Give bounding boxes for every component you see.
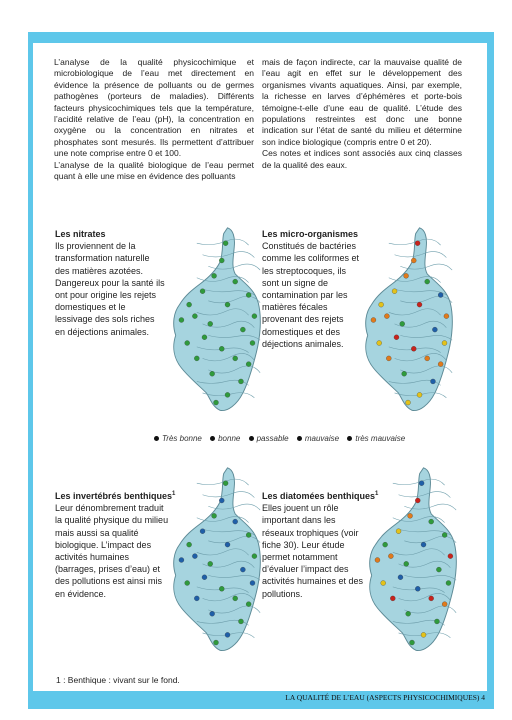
sampling-station-dot [219, 586, 224, 591]
section-title: Les nitrates [55, 229, 106, 239]
sampling-station-dot [388, 554, 393, 559]
footnote: 1 : Benthique : vivant sur le fond. [56, 675, 180, 685]
sampling-station-dot [200, 529, 205, 534]
sampling-station-dot [210, 611, 215, 616]
section-text: Elles jouent un rôle important dans les réseaux trophiques (voir fiche 30). Leur étude permet notamment d’évaluer l’impact des activités humaines et des pollutions. [262, 503, 364, 599]
sampling-station-dot [212, 273, 217, 278]
section-title [55, 488, 176, 502]
sampling-station-dot [438, 362, 443, 367]
sampling-station-dot [219, 346, 224, 351]
sampling-station-dot [386, 356, 391, 361]
sampling-station-dot [415, 498, 420, 503]
sampling-station-dot [377, 341, 382, 346]
sampling-station-dot [425, 279, 430, 284]
legend-dot-icon [210, 436, 215, 441]
footer [33, 691, 487, 705]
sampling-station-dot [438, 293, 443, 298]
sampling-station-dot [415, 586, 420, 591]
sampling-station-dot [375, 558, 380, 563]
sampling-station-dot [225, 632, 230, 637]
sampling-station-dot [383, 542, 388, 547]
sampling-station-dot [223, 241, 228, 246]
footnote-ref: 1 [375, 491, 379, 497]
section-title-text: Les diatomées benthiques [262, 491, 376, 501]
sampling-station-dot [233, 596, 238, 601]
sampling-station-dot [425, 356, 430, 361]
sampling-station-dot [402, 371, 407, 376]
sampling-station-dot [250, 581, 255, 586]
intro-paragraph: mais de façon indirecte, car la mauvaise qualité de l’eau agit en effet sur le développement des organismes vivants aquatiques. Ainsi, par exemple, la richesse en larves d’éphémères et porte-bois témoigne-t-elle d’une eau de qualité. L’étude des populations restreintes est donc une bonne indication sur l’état de santé du milieu et détermine son indice biologique (compris entre 0 et 20). [262, 57, 462, 147]
sampling-station-dot [187, 542, 192, 547]
sampling-station-dot [246, 293, 251, 298]
legend-dot-icon [154, 436, 159, 441]
sampling-station-dot [448, 554, 453, 559]
section-text: Ils proviennent de la transformation naturelle des matières azotées. Dangereux pour la santé ils ont pour origine les rejets domestiques et le lessivage des sols riches en déjections animales. [55, 241, 165, 337]
sampling-station-dot [208, 561, 213, 566]
sampling-station-dot [223, 481, 228, 486]
sampling-station-dot [434, 619, 439, 624]
sampling-station-dot [246, 533, 251, 538]
intro-column-left [54, 57, 254, 182]
sampling-station-dot [187, 302, 192, 307]
sampling-station-dot [219, 498, 224, 503]
section-title [262, 488, 379, 502]
intro-paragraph: Ces notes et indices sont associés aux cinq classes de la qualité des eaux. [262, 148, 462, 170]
sampling-station-dot [210, 371, 215, 376]
section-micro-organisms [262, 228, 360, 350]
sampling-station-dot [404, 273, 409, 278]
sampling-station-dot [442, 341, 447, 346]
sampling-station-dot [179, 318, 184, 323]
sampling-station-dot [225, 302, 230, 307]
sampling-station-dot [185, 581, 190, 586]
sampling-station-dot [400, 321, 405, 326]
sampling-station-dot [417, 302, 422, 307]
sampling-station-dot [225, 542, 230, 547]
sampling-station-dot [421, 632, 426, 637]
sampling-station-dot [246, 602, 251, 607]
sampling-station-dot [212, 513, 217, 518]
sampling-station-dot [419, 481, 424, 486]
sampling-station-dot [404, 561, 409, 566]
sampling-station-dot [252, 554, 257, 559]
sampling-station-dot [240, 327, 245, 332]
sampling-station-dot [394, 335, 399, 340]
sampling-station-dot [390, 596, 395, 601]
section-text: Constitués de bactéries comme les coliformes et les streptocoques, ils sont un signe de contamination par les matières fécales provenant des rejets domestiques et des déjections animales. [262, 241, 360, 349]
sampling-station-dot [444, 314, 449, 319]
sampling-station-dot [381, 581, 386, 586]
sampling-station-dot [192, 554, 197, 559]
footnote-ref: 1 [172, 491, 176, 497]
legend-very-good: Très bonne [162, 434, 202, 443]
sampling-station-dot [430, 379, 435, 384]
sampling-station-dot [379, 302, 384, 307]
sampling-station-dot [240, 567, 245, 572]
sampling-station-dot [421, 542, 426, 547]
section-benthic-diatoms [262, 488, 379, 600]
section-title-text: Les invertébrés benthiques [55, 491, 173, 501]
sampling-station-dot [219, 258, 224, 263]
sampling-station-dot [185, 341, 190, 346]
sampling-station-dot [192, 314, 197, 319]
sampling-station-dot [429, 519, 434, 524]
legend-good: bonne [218, 434, 241, 443]
sampling-station-dot [371, 318, 376, 323]
sampling-station-dot [436, 567, 441, 572]
sampling-station-dot [252, 314, 257, 319]
sampling-station-dot [250, 341, 255, 346]
sampling-station-dot [384, 314, 389, 319]
sampling-station-dot [202, 335, 207, 340]
sampling-station-dot [194, 596, 199, 601]
sampling-station-dot [238, 619, 243, 624]
sampling-station-dot [233, 356, 238, 361]
sampling-station-dot [398, 575, 403, 580]
sampling-station-dot [415, 241, 420, 246]
sampling-station-dot [442, 533, 447, 538]
sampling-station-dot [238, 379, 243, 384]
legend-dot-icon [347, 436, 352, 441]
sampling-station-dot [406, 611, 411, 616]
sampling-station-dot [392, 289, 397, 294]
sampling-station-dot [233, 279, 238, 284]
sampling-station-dot [233, 519, 238, 524]
intro-column-right [262, 57, 462, 171]
sampling-station-dot [225, 392, 230, 397]
sampling-station-dot [429, 596, 434, 601]
sampling-station-dot [208, 321, 213, 326]
legend-fair: passable [256, 434, 289, 443]
legend-dot-icon [249, 436, 254, 441]
sampling-station-dot [246, 362, 251, 367]
map-nitrates [168, 222, 264, 418]
sampling-station-dot [411, 258, 416, 263]
legend-very-bad: très mauvaise [355, 434, 406, 443]
sampling-station-dot [179, 558, 184, 563]
sampling-station-dot [200, 289, 205, 294]
sampling-station-dot [214, 400, 219, 405]
intro-paragraph: L’analyse de la qualité biologique de l’eau permet quant à elle une mise en évidence des polluants [54, 159, 254, 182]
sampling-station-dot [406, 400, 411, 405]
sampling-station-dot [396, 529, 401, 534]
section-title: Les micro-organismes [262, 229, 359, 239]
sampling-station-dot [194, 356, 199, 361]
map-benthic-invertebrates [168, 462, 264, 658]
sampling-station-dot [202, 575, 207, 580]
sampling-station-dot [432, 327, 437, 332]
legend-bad: mauvaise [304, 434, 340, 443]
section-text: Leur dénombrement traduit la qualité physique du milieu mais aussi sa qualité biologique. L’impact des activités humaines (barrages, prises d’eau) et des pollutions est ainsi mis en évidence. [55, 503, 169, 599]
intro-paragraph: L’analyse de la qualité physicochimique et microbiologique de l’eau met directement en évidence la présence de polluants ou de germes pathogènes (porteurs de maladies). Différents facteurs physicochimiques tels que la température, l’acidité relative de l’eau (pH), la concentration en oxygène ou la concentration en nitrates et phosphates sont mesurés. Ils permettent d’attribuer une note comprise entre 0 et 100. [54, 57, 254, 159]
legend [148, 434, 448, 443]
sampling-station-dot [408, 513, 413, 518]
section-benthic-invertebrates [55, 488, 176, 600]
sampling-station-dot [442, 602, 447, 607]
footer-text: LA QUALITÉ DE L’EAU (ASPECTS PHYSICOCHIMIQUES) 4 [285, 693, 485, 702]
sampling-station-dot [446, 581, 451, 586]
sampling-station-dot [411, 346, 416, 351]
sampling-station-dot [417, 392, 422, 397]
sampling-station-dot [410, 640, 415, 645]
sampling-station-dot [214, 640, 219, 645]
map-benthic-diatoms [364, 462, 460, 658]
section-nitrates [55, 228, 165, 338]
map-micro-organisms [360, 222, 456, 418]
legend-dot-icon [297, 436, 302, 441]
